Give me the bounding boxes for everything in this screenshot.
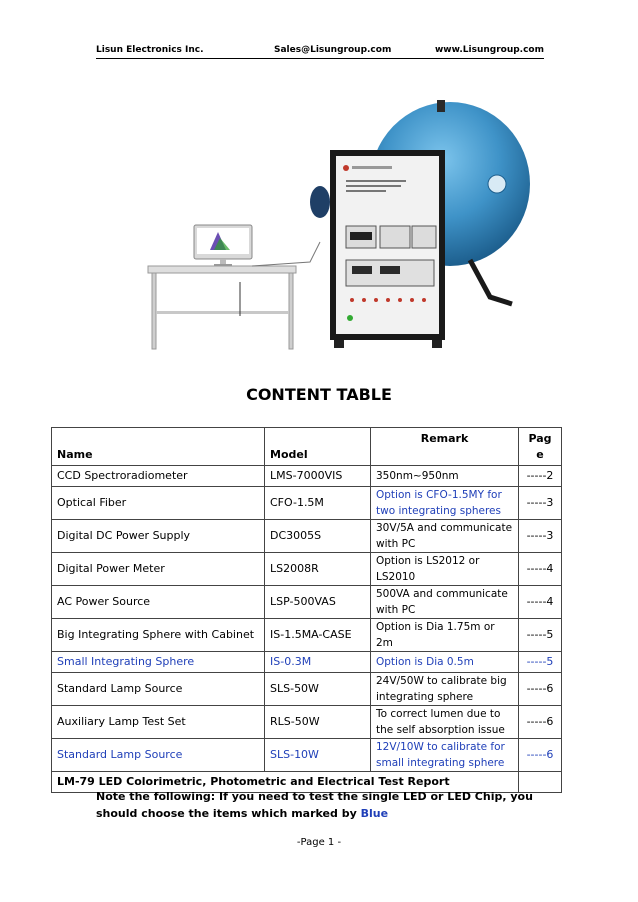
row-name: Optical Fiber [52, 487, 265, 520]
row-name: AC Power Source [52, 586, 265, 619]
row-remark-line1: 500VA and communicate [376, 588, 508, 600]
table-row [52, 652, 562, 673]
table-row [52, 553, 562, 586]
row-page: -----6 [519, 706, 562, 739]
note-paragraph [96, 788, 556, 822]
row-remark [371, 739, 519, 772]
header-website[interactable]: www.Lisungroup.com [434, 45, 544, 55]
column-header-page [519, 428, 562, 466]
table-row [52, 706, 562, 739]
table-row [52, 619, 562, 652]
row-model: DC3005S [265, 520, 371, 553]
row-remark [371, 553, 519, 586]
row-model: IS-0.3M [265, 652, 371, 673]
row-model: RLS-50W [265, 706, 371, 739]
table-row [52, 586, 562, 619]
row-remark-line2: two integrating spheres [376, 505, 501, 517]
table-row [52, 466, 562, 487]
row-page: -----5 [519, 619, 562, 652]
page-header-line1: Pag [528, 432, 552, 445]
row-model: LS2008R [265, 553, 371, 586]
row-remark-line1: 12V/10W to calibrate for [376, 741, 505, 753]
row-remark-line2: integrating sphere [376, 691, 474, 703]
row-remark [371, 466, 519, 487]
row-remark-line2: with PC [376, 604, 416, 616]
row-model: SLS-10W [265, 739, 371, 772]
table-row [52, 487, 562, 520]
row-remark [371, 520, 519, 553]
page-number: -Page 1 - [296, 837, 342, 848]
row-remark [371, 586, 519, 619]
row-name: Standard Lamp Source [52, 673, 265, 706]
row-name: Auxiliary Lamp Test Set [52, 706, 265, 739]
row-page: -----4 [519, 586, 562, 619]
row-page: -----6 [519, 673, 562, 706]
row-model: LSP-500VAS [265, 586, 371, 619]
measurement-cabinet [330, 150, 445, 348]
row-remark [371, 619, 519, 652]
row-remark [371, 487, 519, 520]
row-remark-line2: small integrating sphere [376, 757, 505, 769]
table-row [52, 739, 562, 772]
header-email[interactable]: Sales@Lisungroup.com [274, 45, 392, 55]
row-model: LMS-7000VIS [265, 466, 371, 487]
row-remark-line2: the self absorption issue [376, 724, 505, 736]
note-highlight: Blue [360, 807, 389, 820]
row-name: Standard Lamp Source [52, 739, 265, 772]
row-page: -----3 [519, 487, 562, 520]
table-header-row [52, 428, 562, 466]
row-page: -----3 [519, 520, 562, 553]
row-page: -----6 [519, 739, 562, 772]
page-header-line2: e [536, 448, 544, 461]
row-remark-line1: 350nm~950nm [376, 470, 459, 482]
table-row [52, 520, 562, 553]
note-text: Note the following: If you need to test the single LED or LED Chip, you should choose the items which marked by [96, 790, 533, 820]
row-page: -----4 [519, 553, 562, 586]
row-model: CFO-1.5M [265, 487, 371, 520]
row-page: -----5 [519, 652, 562, 673]
row-model: SLS-50W [265, 673, 371, 706]
row-name: Big Integrating Sphere with Cabinet [52, 619, 265, 652]
row-remark-line1: To correct lumen due to [376, 708, 501, 720]
row-name: Small Integrating Sphere [52, 652, 265, 673]
page-header [96, 44, 544, 59]
row-remark-line1: Option is LS2012 or [376, 555, 480, 567]
header-company: Lisun Electronics Inc. [96, 45, 204, 55]
column-header-remark: Remark [371, 428, 519, 466]
row-remark-line1: Option is CFO-1.5MY for [376, 489, 502, 501]
row-remark-line1: Option is Dia 0.5m [376, 656, 474, 668]
row-name: Digital Power Meter [52, 553, 265, 586]
row-page: -----2 [519, 466, 562, 487]
row-remark-line1: 30V/5A and communicate [376, 522, 513, 534]
row-remark-line1: 24V/50W to calibrate big [376, 675, 507, 687]
product-photo [140, 92, 540, 362]
content-table [51, 427, 562, 793]
row-remark-line2: with PC [376, 538, 416, 550]
row-name: Digital DC Power Supply [52, 520, 265, 553]
computer-monitor [194, 225, 252, 266]
row-model: IS-1.5MA-CASE [265, 619, 371, 652]
content-title: CONTENT TABLE [246, 385, 392, 404]
row-remark-line2: LS2010 [376, 571, 416, 583]
row-name: CCD Spectroradiometer [52, 466, 265, 487]
row-remark [371, 652, 519, 673]
table-row [52, 673, 562, 706]
row-remark [371, 673, 519, 706]
column-header-model: Model [265, 428, 371, 466]
row-remark [371, 706, 519, 739]
column-header-name: Name [52, 428, 265, 466]
footer-row-title: LM-79 LED Colorimetric, Photometric and Electrical Test Report [52, 772, 519, 793]
row-remark-line1: Option is Dia 1.75m or 2m [376, 621, 495, 649]
